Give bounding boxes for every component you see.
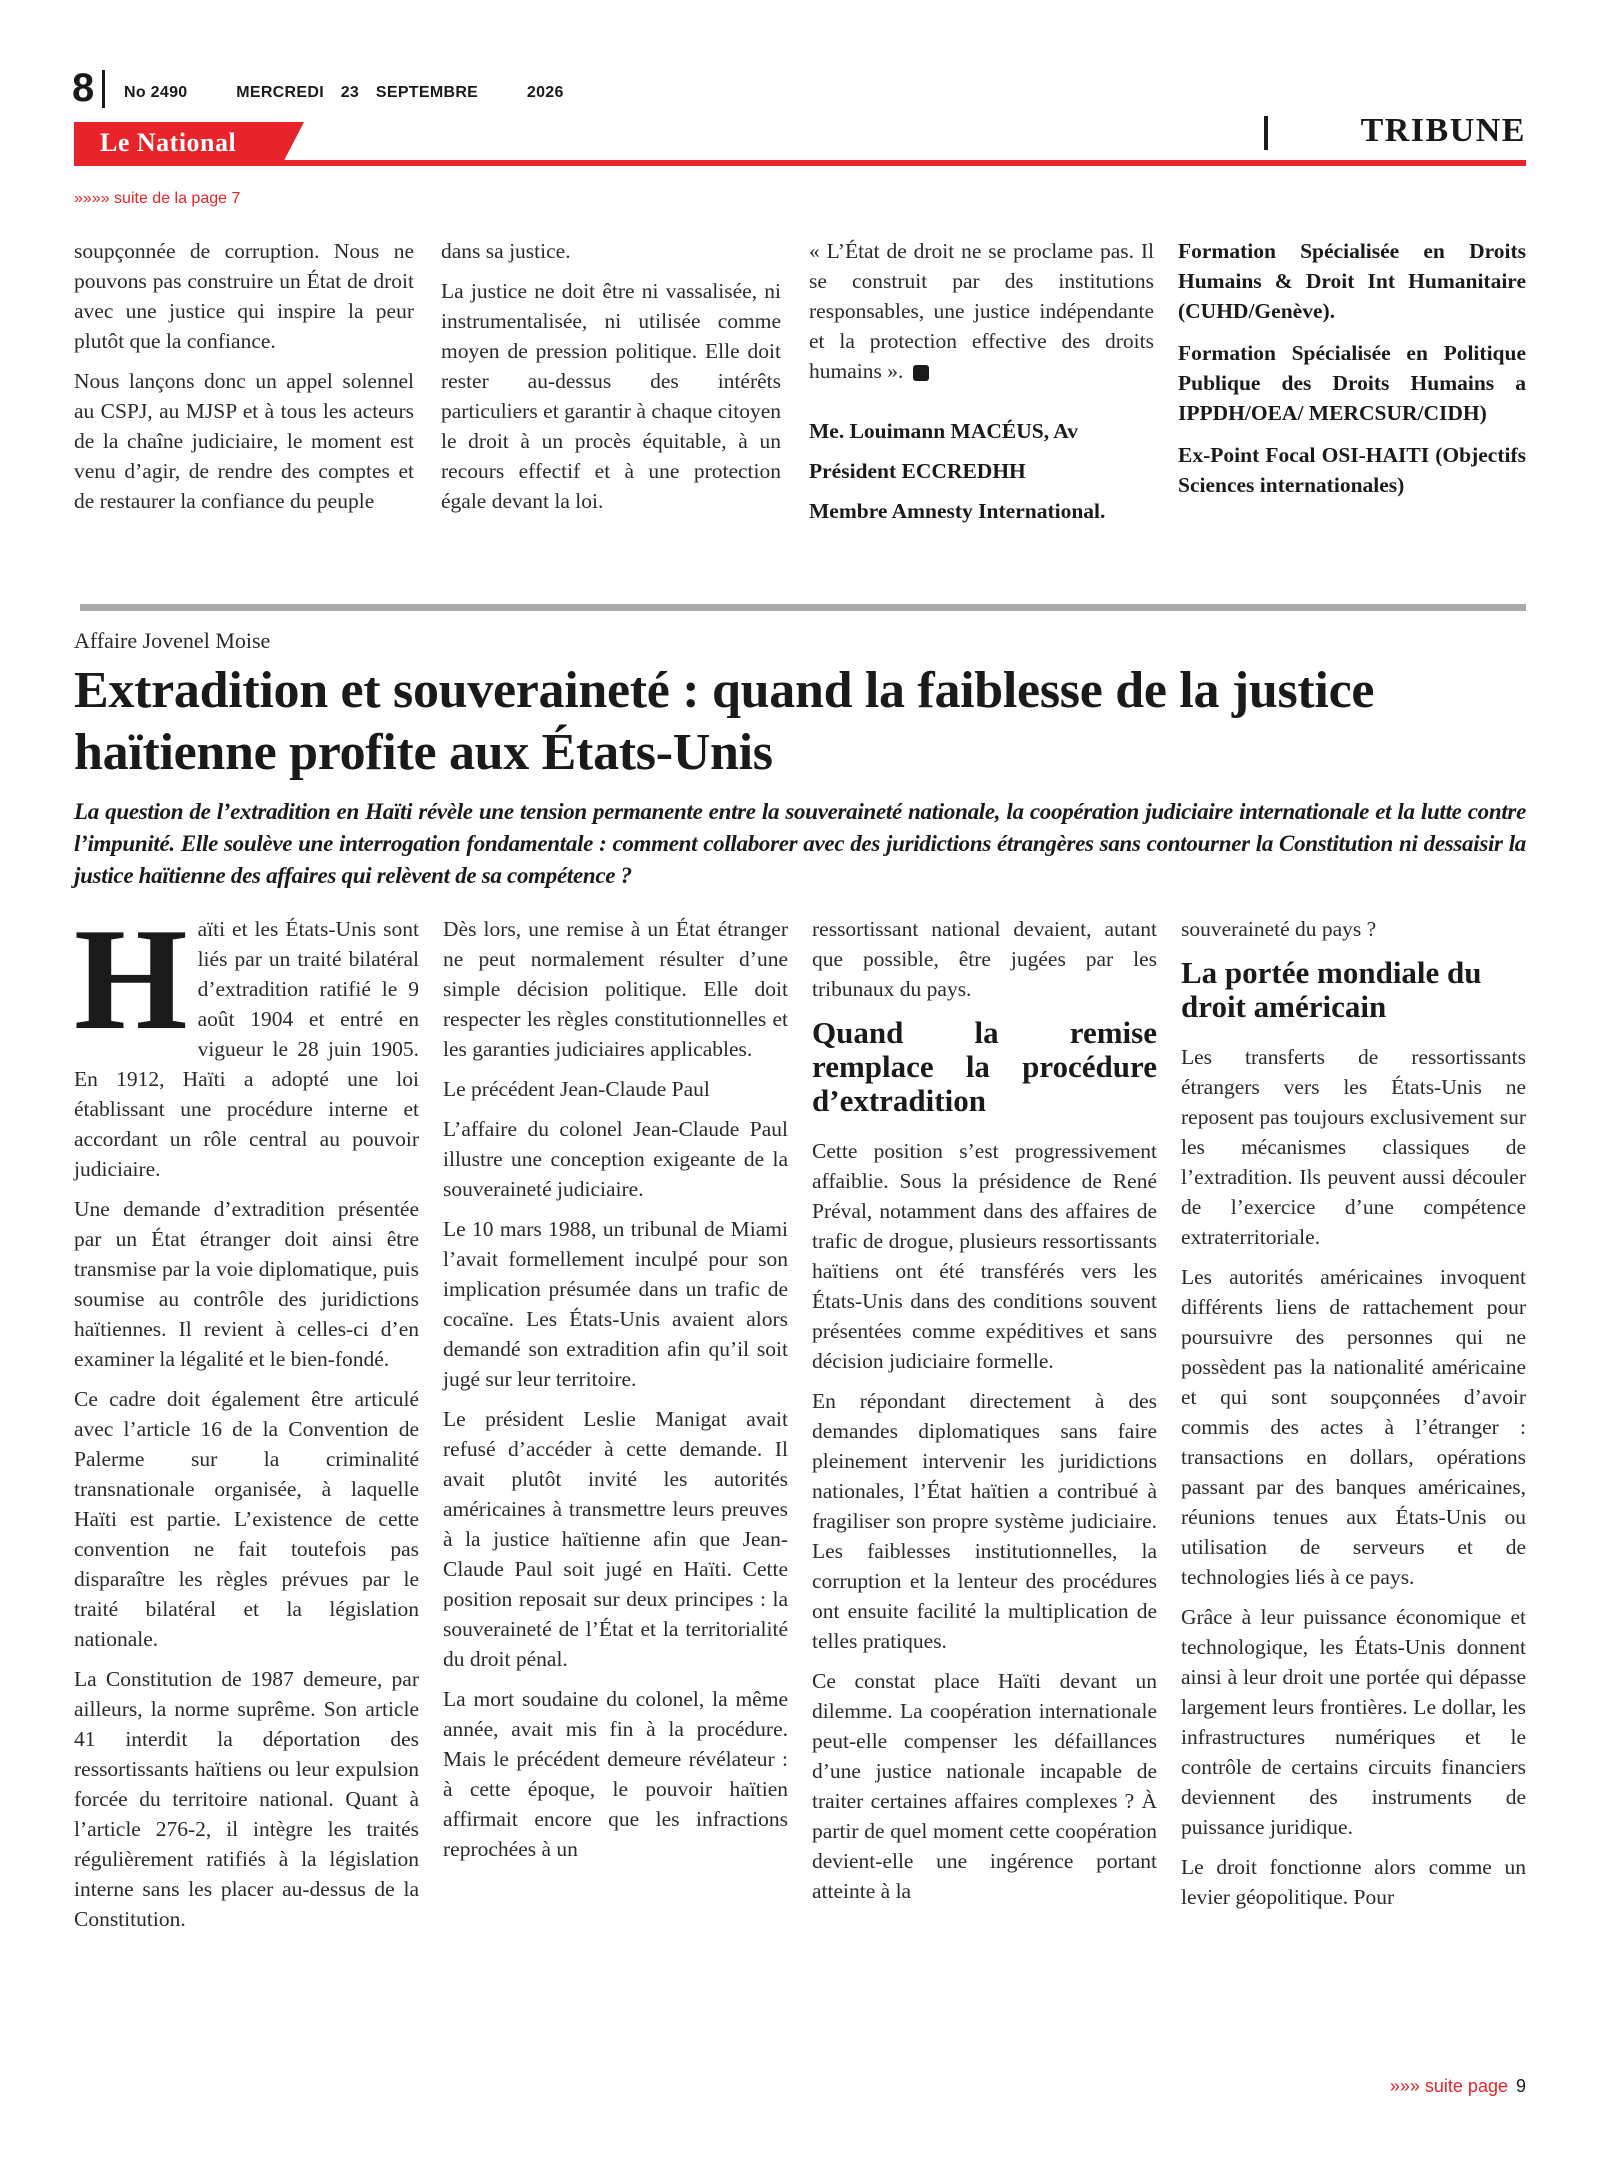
continued-to: »»» suite page 9 [1389,2076,1526,2096]
article-column-2 [443,914,788,1874]
prev-article-column-3 [809,236,1154,526]
author-credentials [1178,236,1526,512]
issue-day: 23 [340,84,360,101]
article-column-3 [812,914,1157,1916]
paragraph: La mort soudaine du colonel, la même année, avait mis fin à la procédure. Mais le précédent demeure révélateur : à cette époque, le pouvoir haïtien affirmait encore que les infractions reprochées à un [443,1687,788,1861]
drop-cap: H [74,898,188,1060]
section-subheading: La portée mondiale du droit américain [1181,955,1482,1024]
issue-number: No 2490 [124,84,188,101]
issue-weekday: MERCREDI [236,84,324,101]
header-rule [74,160,1526,166]
section-divider [1264,116,1268,150]
article-lead: La question de l’extradition en Haïti révèle une tension permanente entre la souveraineté nationale, la coopération judiciaire internationale et la lutte contre l’impunité. Elle soulève une interrogation fondamentale : comment collaborer avec des juridictions étrangères sans contourner la Constitution ni dessaisir la justice haïtienne des affaires qui relèvent de sa compétence ? [74,799,1526,888]
article-column-4 [1181,914,1526,1922]
paragraph: Le droit fonctionne alors comme un levier géopolitique. Pour [1181,1855,1526,1909]
issue-year: 2026 [526,84,564,101]
paragraph: Les transferts de ressortissants étrangers vers les États-Unis ne reposent pas toujours exclusivement sur les mécanismes classiques de l’extradition. Ils peuvent aussi découler de l’exercice d’une compétence extraterritoriale. [1181,1045,1526,1249]
prev-article-column-2 [441,236,781,526]
section-subheading: Quand la remise remplace la procédure d’extradition [812,1015,1157,1118]
paragraph: dans sa justice. [441,239,571,263]
credential: Ex-Point Focal OSI-HAITI (Objectifs Sciences internationales) [1178,443,1526,497]
paragraph: ressortissant national devaient, autant que possible, être jugées par les tribunaux du pays. [812,917,1157,1001]
author-affiliation: Membre Amnesty International. [809,499,1106,523]
paragraph: Grâce à leur puissance économique et technologique, les États-Unis donnent ainsi à leur droit une portée qui dépasse largement leurs frontières. Le dollar, les infrastructures numériques et le contrôle de certains circuits financiers deviennent des instruments de puissance juridique. [1181,1605,1526,1839]
paragraph: souveraineté du pays ? [1181,917,1377,941]
closing-quote: « L’État de droit ne se proclame pas. Il se construit par des institutions responsables, une justice indépendante et la protection effective des droits humains ». [809,239,1154,383]
header-divider [102,70,105,108]
issue-line [124,84,608,102]
paragraph: soupçonnée de corruption. Nous ne pouvons pas construire un État de droit avec une justice qui inspire la peur plutôt que la confiance. [74,239,414,353]
paragraph: Ce cadre doit également être articulé avec l’article 16 de la Convention de Palerme sur la criminalité transnationale organisée, à laquelle Haïti est partie. L’existence de cette convention ne fait toutefois pas disparaître les règles prévues par le traité bilatéral et la législation nationale. [74,1387,419,1651]
article-separator [80,604,1526,611]
paragraph: Cette position s’est progressivement affaiblie. Sous la présidence de René Préval, notamment dans des affaires de trafic de drogue, plusieurs ressortissants haïtiens ont été transférés vers les États-Unis dans des conditions souvent présentées comme expéditives et sans décision judiciaire formelle. [812,1139,1157,1373]
section-title: TRIBUNE [1360,112,1526,149]
paragraph: Ce constat place Haïti devant un dilemme. La coopération internationale peut-elle compenser les défaillances d’une justice nationale incapable de traiter certaines affaires complexes ? À partir de quel moment cette coopération devient-elle une ingérence portant atteinte à la [812,1669,1157,1903]
author-role: Président ECCREDHH [809,459,1026,483]
continued-from: »»»» suite de la page 7 [74,190,241,207]
paragraph: Une demande d’extradition présentée par un État étranger doit ainsi être transmise par la voie diplomatique, puis soumise au contrôle des juridictions haïtiennes. Il revient à celles-ci d’en examiner la légalité et le bien-fondé. [74,1197,419,1371]
end-mark-icon [913,365,929,381]
paragraph: En répondant directement à des demandes diplomatiques sans faire pleinement intervenir les juridictions nationales, l’État haïtien a contribué à fragiliser son propre système judiciaire. Les faiblesses institutionnelles, la corruption et la lenteur des procédures ont ensuite facilité la multiplication de telles pratiques. [812,1389,1157,1653]
paragraph: Le président Leslie Manigat avait refusé d’accéder à cette demande. Il avait plutôt invité les autorités américaines à transmettre leurs preuves à la justice haïtienne afin que Jean-Claude Paul soit jugé en Haïti. Cette position reposait sur deux principes : la souveraineté de l’État et la territorialité du droit pénal. [443,1407,788,1671]
newspaper-logo: Le National [100,128,237,157]
inline-subheading: Le précédent Jean-Claude Paul [443,1077,710,1101]
paragraph: Nous lançons donc un appel solennel au CSPJ, au MJSP et à tous les acteurs de la chaîne judiciaire, le moment est venu d’agir, de rendre des comptes et de restaurer la confiance du peuple [74,369,414,513]
credential: Formation Spécialisée en Politique Publique des Droits Humains a IPPDH/OEA/ MERCSUR/CIDH) [1178,341,1526,425]
paragraph: L’affaire du colonel Jean-Claude Paul illustre une conception exigeante de la souveraineté judiciaire. [443,1117,788,1201]
issue-month: SEPTEMBRE [375,84,479,101]
author-signature [809,416,1154,526]
paragraph: Les autorités américaines invoquent différents liens de rattachement pour poursuivre des personnes qui ne possèdent pas la nationalité américaine et qui sont soupçonnées d’avoir commis des actes à l’étranger : transactions en dollars, opérations passant par des banques américaines, réunions tenues aux États-Unis ou utilisation de serveurs et de technologies liés à ce pays. [1181,1265,1526,1589]
article-column-1 [74,898,419,1944]
prev-article-column-1 [74,236,414,526]
author-name: Me. Louimann MACÉUS, Av [809,419,1078,443]
page-number: 8 [72,66,95,110]
paragraph: Le 10 mars 1988, un tribunal de Miami l’avait formellement inculpé pour son implication présumée dans un trafic de cocaïne. Les États-Unis avaient alors demandé son extradition afin qu’il soit jugé sur leur territoire. [443,1217,788,1391]
article-headline: Extradition et souveraineté : quand la faiblesse de la justice haïtienne profite aux États-Unis [74,662,1375,781]
opening-paragraph: Haïti et les États-Unis sont liés par un traité bilatéral d’extradition ratifié le 9 août 1904 et entré en vigueur le 28 juin 1905. En 1912, Haïti a adopté une loi établissant une procédure interne et accordant un rôle central au pouvoir judiciaire. [74,898,419,1181]
credential: Formation Spécialisée en Droits Humains & Droit Int Humanitaire (CUHD/Genève). [1178,239,1526,323]
article-kicker: Affaire Jovenel Moise [74,628,271,653]
paragraph: La Constitution de 1987 demeure, par ailleurs, la norme suprême. Son article 41 interdit la déportation des ressortissants haïtiens ou leur expulsion forcée du territoire national. Quant à l’article 276-2, il intègre les traités régulièrement ratifiés à la législation interne sans les placer au-dessus de la Constitution. [74,1667,419,1931]
paragraph: La justice ne doit être ni vassalisée, ni instrumentalisée, ni utilisée comme moyen de pression politique. Elle doit rester au-dessus des intérêts particuliers et garantir à chaque citoyen le droit à un procès équitable, à un recours effectif et à une protection égale devant la loi. [441,279,781,513]
paragraph: Dès lors, une remise à un État étranger ne peut normalement résulter d’une simple décision politique. Elle doit respecter les règles constitutionnelles et les garanties judiciaires applicables. [443,917,788,1061]
